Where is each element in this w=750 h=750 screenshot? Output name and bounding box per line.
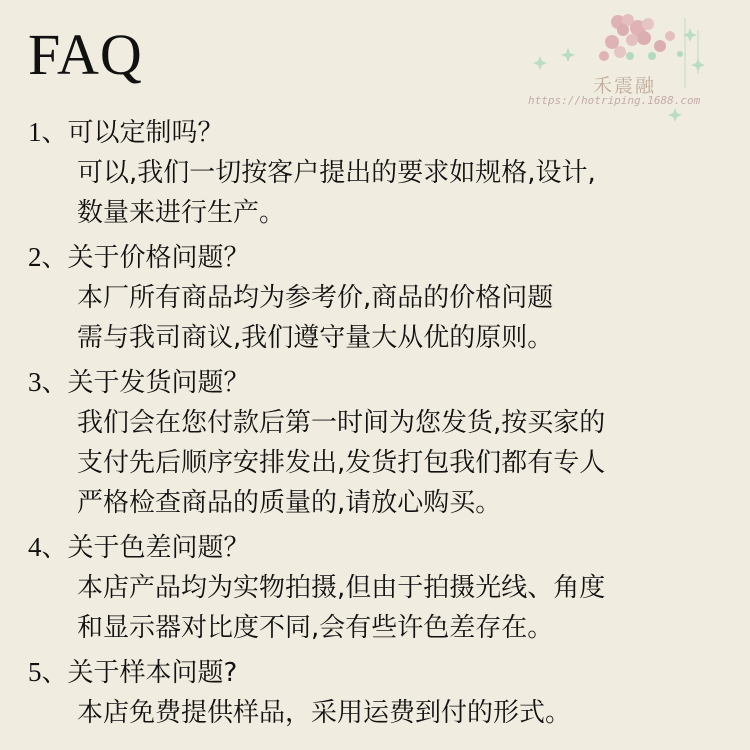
- faq-question: [28, 112, 728, 153]
- faq-number: 5: [28, 657, 42, 687]
- faq-list: [28, 112, 728, 737]
- faq-question-text: 、关于发货问题？: [41, 368, 250, 398]
- faq-answer-line: 可以,我们一切按客户提出的要求如规格,设计,: [77, 158, 596, 188]
- faq-question: [28, 237, 728, 278]
- faq-item-1: [28, 112, 728, 233]
- faq-answer-line: 支付先后顺序安排发出,发货打包我们都有专人: [77, 448, 606, 478]
- faq-question: [28, 652, 728, 693]
- faq-number: 3: [28, 367, 42, 397]
- faq-answer-line: 和显示器对比度不同,会有些许色差存在。: [77, 613, 554, 643]
- watermark-url-text: https://hotriping.1688.com: [528, 94, 701, 107]
- faq-number: 4: [28, 532, 42, 562]
- faq-answer-line: 本店产品均为实物拍摄,但由于拍摄光线、角度: [77, 573, 606, 603]
- faq-item-2: [28, 237, 728, 358]
- faq-item-3: [28, 362, 728, 523]
- faq-question-text: 、关于价格问题？: [41, 243, 250, 273]
- shop-watermark: [520, 8, 740, 128]
- faq-answer-line: 严格检查商品的质量的,请放心购买。: [77, 488, 502, 518]
- faq-question: [28, 527, 728, 568]
- faq-number: 2: [28, 242, 42, 272]
- faq-item-4: [28, 527, 728, 648]
- faq-answer-line: 数量来进行生产。: [77, 198, 286, 228]
- faq-answer-line: 本厂所有商品均为参考价,商品的价格问题: [77, 283, 554, 313]
- faq-item-5: [28, 652, 728, 733]
- flower-decoration-icon: [520, 8, 740, 128]
- watermark-brand-text: 禾震融: [593, 75, 657, 97]
- faq-question-text: 、关于色差问题？: [41, 533, 250, 563]
- faq-answer-line: 本店免费提供样品，采用运费到付的形式。: [77, 698, 572, 728]
- page-title: FAQ: [28, 22, 143, 87]
- faq-question: [28, 362, 728, 403]
- faq-question-text: 、可以定制吗？: [41, 118, 224, 148]
- faq-question-text: 、关于样本问题?: [41, 658, 238, 688]
- faq-answer-line: 我们会在您付款后第一时间为您发货,按买家的: [77, 408, 606, 438]
- faq-answer-line: 需与我司商议,我们遵守量大从优的原则。: [77, 323, 554, 353]
- faq-number: 1: [28, 117, 42, 147]
